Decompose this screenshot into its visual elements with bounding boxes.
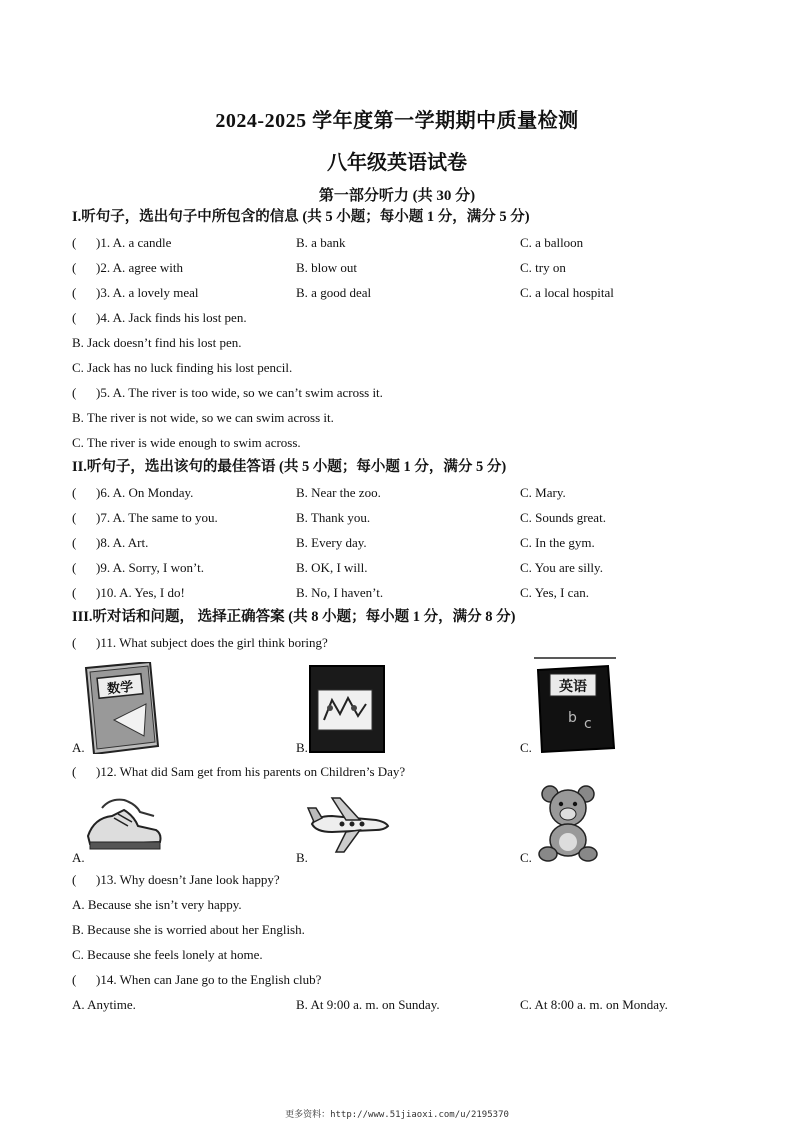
math-book-label: 数学	[106, 679, 134, 698]
q2-option-b: B. blow out	[296, 260, 358, 275]
exam-title: 2024-2025 学年度第一学期期中质量检测	[215, 110, 579, 132]
svg-text:b: b	[568, 710, 577, 726]
math-book-image	[84, 662, 160, 754]
q13-text: )13. Why doesn’t Jane look happy?	[96, 872, 280, 887]
q6-option-c: C. Mary.	[520, 485, 566, 500]
q11-label-a: A.	[72, 740, 85, 755]
question-8	[72, 535, 148, 551]
q6-option-a: )6. A. On Monday.	[96, 485, 194, 500]
q4-option-a: )4. A. Jack finds his lost pen.	[96, 310, 247, 325]
answer-paren: (	[72, 285, 77, 300]
sneakers-image	[84, 796, 164, 858]
q4-option-c: C. Jack has no luck finding his lost pencil.	[72, 360, 293, 375]
q14-text: )14. When can Jane go to the English club?	[96, 972, 322, 987]
q5-option-a: )5. A. The river is too wide, so we can’t swim across it.	[96, 385, 383, 400]
q10-option-c: C. Yes, I can.	[520, 585, 589, 600]
q8-option-c: C. In the gym.	[520, 535, 595, 550]
answer-paren: (	[72, 635, 77, 650]
q9-option-b: B. OK, I will.	[296, 560, 368, 575]
question-3	[72, 285, 199, 301]
q2-option-c: C. try on	[520, 260, 566, 275]
q7-option-b: B. Thank you.	[296, 510, 371, 525]
q1-option-b: B. a bank	[296, 235, 346, 250]
question-11	[72, 635, 328, 651]
q11-text: )11. What subject does the girl think boring?	[96, 635, 328, 650]
q13-option-a: A. Because she isn’t very happy.	[72, 897, 242, 912]
art-book-image	[308, 664, 386, 754]
question-14	[72, 972, 321, 988]
question-2	[72, 260, 183, 276]
question-6	[72, 485, 193, 501]
question-9	[72, 560, 204, 576]
q3-option-a: )3. A. a lovely meal	[96, 285, 199, 300]
q12-label-b: B.	[296, 850, 308, 865]
q11-label-b: B.	[296, 740, 308, 755]
q1-option-a: )1. A. a candle	[96, 235, 172, 250]
q7-option-c: C. Sounds great.	[520, 510, 606, 525]
english-book-label: 英语	[559, 679, 587, 695]
q10-option-a: )10. A. Yes, I do!	[96, 585, 185, 600]
question-13	[72, 872, 280, 888]
english-book-image	[532, 656, 618, 754]
answer-paren: (	[72, 560, 77, 575]
answer-paren: (	[72, 235, 77, 250]
answer-paren: (	[72, 535, 77, 550]
q12-label-c: C.	[520, 850, 532, 865]
q14-option-a: A. Anytime.	[72, 997, 136, 1012]
toy-plane-image	[306, 794, 392, 856]
q6-option-b: B. Near the zoo.	[296, 485, 381, 500]
section-2-heading: II.听句子，选出该句的最佳答语 (共 5 小题；每小题 1 分，满分 5 分)	[72, 459, 507, 475]
q14-option-b: B. At 9:00 a. m. on Sunday.	[296, 997, 440, 1012]
section-1-heading: I.听句子，选出句子中所包含的信息 (共 5 小题；每小题 1 分，满分 5 分)	[72, 209, 530, 225]
question-4	[72, 310, 247, 326]
answer-paren: (	[72, 385, 77, 400]
q10-option-b: B. No, I haven’t.	[296, 585, 384, 600]
teddy-bear-image	[536, 784, 600, 862]
answer-paren: (	[72, 510, 77, 525]
answer-paren: (	[72, 485, 77, 500]
part-heading: 第一部分听力 (共 30 分)	[318, 188, 476, 204]
footer-link[interactable]: 更多资料：http://www.51jiaoxi.com/u/2195370	[285, 1110, 509, 1120]
q11-label-c: C.	[520, 740, 532, 755]
svg-text:c: c	[584, 716, 592, 732]
exam-subtitle: 八年级英语试卷	[327, 152, 467, 174]
q12-label-a: A.	[72, 850, 85, 865]
q7-option-a: )7. A. The same to you.	[96, 510, 218, 525]
answer-paren: (	[72, 585, 77, 600]
q8-option-b: B. Every day.	[296, 535, 367, 550]
question-10	[72, 585, 185, 601]
question-5	[72, 385, 383, 401]
question-12	[72, 764, 405, 780]
q9-option-a: )9. A. Sorry, I won’t.	[96, 560, 204, 575]
answer-paren: (	[72, 260, 77, 275]
question-1	[72, 235, 171, 251]
q3-option-c: C. a local hospital	[520, 285, 614, 300]
q3-option-b: B. a good deal	[296, 285, 372, 300]
q13-option-b: B. Because she is worried about her English.	[72, 922, 305, 937]
q5-option-b: B. The river is not wide, so we can swim across it.	[72, 410, 334, 425]
answer-paren: (	[72, 972, 77, 987]
section-3-heading: III.听对话和问题， 选择正确答案 (共 8 小题；每小题 1 分，满分 8 分)	[72, 609, 516, 625]
answer-paren: (	[72, 872, 77, 887]
q8-option-a: )8. A. Art.	[96, 535, 149, 550]
question-7	[72, 510, 218, 526]
q9-option-c: C. You are silly.	[520, 560, 603, 575]
q1-option-c: C. a balloon	[520, 235, 584, 250]
answer-paren: (	[72, 764, 77, 779]
q5-option-c: C. The river is wide enough to swim across.	[72, 435, 301, 450]
q14-option-c: C. At 8:00 a. m. on Monday.	[520, 997, 668, 1012]
q4-option-b: B. Jack doesn’t find his lost pen.	[72, 335, 242, 350]
q12-text: )12. What did Sam get from his parents on Children’s Day?	[96, 764, 406, 779]
q13-option-c: C. Because she feels lonely at home.	[72, 947, 263, 962]
q2-option-a: )2. A. agree with	[96, 260, 184, 275]
answer-paren: (	[72, 310, 77, 325]
